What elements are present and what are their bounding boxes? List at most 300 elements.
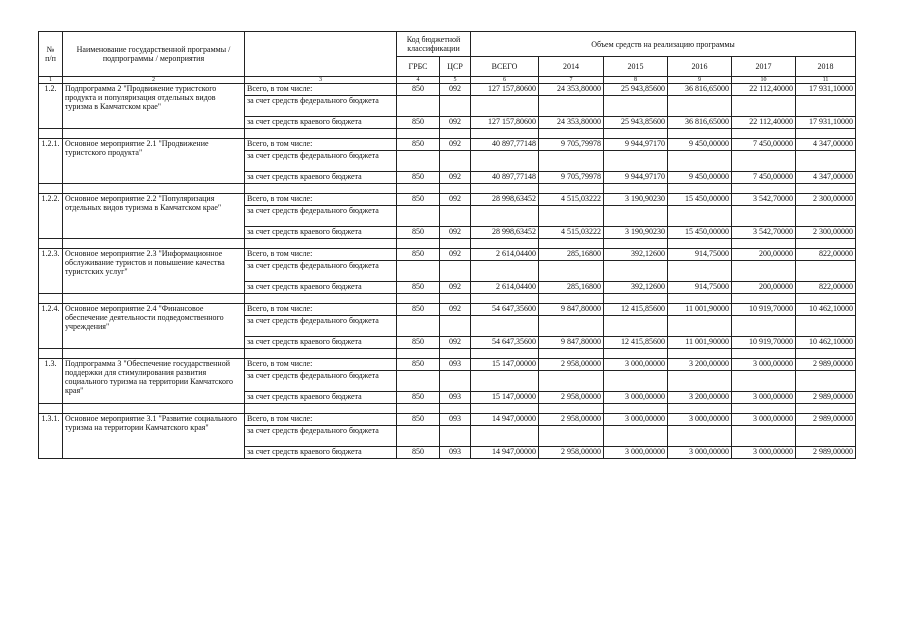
spacer-cell: [539, 349, 604, 359]
year-value: 15 450,00000: [668, 194, 732, 206]
program-funding-table: [38, 31, 856, 459]
year-value: 3 542,70000: [732, 194, 796, 206]
grbs-code: [397, 261, 440, 282]
table-body: [39, 84, 856, 459]
row-number: 1.2.1.: [39, 139, 63, 184]
csr-code: [440, 261, 471, 282]
header-col3: [245, 32, 397, 77]
year-value: 36 816,65000: [668, 84, 732, 96]
spacer-cell: [668, 184, 732, 194]
year-value: [604, 316, 668, 337]
header-year: 2014: [539, 57, 604, 77]
funding-source-label: Всего, в том числе:: [245, 414, 397, 426]
column-index-row: [39, 77, 856, 84]
year-value: 9 944,97170: [604, 139, 668, 151]
table-row: [39, 249, 856, 261]
row-number: 1.2.2.: [39, 194, 63, 239]
year-value: [732, 316, 796, 337]
grbs-code: 850: [397, 84, 440, 96]
csr-code: 092: [440, 117, 471, 129]
year-value: 3 000,00000: [604, 447, 668, 459]
csr-code: 093: [440, 359, 471, 371]
total-value: 127 157,80600: [471, 84, 539, 96]
spacer-cell: [440, 184, 471, 194]
spacer-row: [39, 349, 856, 359]
year-value: 822,00000: [796, 282, 856, 294]
spacer-cell: [732, 184, 796, 194]
year-value: 3 190,90230: [604, 194, 668, 206]
row-number: 1.3.1.: [39, 414, 63, 459]
spacer-cell: [732, 404, 796, 414]
year-value: 3 542,70000: [732, 227, 796, 239]
year-value: [604, 206, 668, 227]
csr-code: 092: [440, 249, 471, 261]
grbs-code: 850: [397, 414, 440, 426]
grbs-code: 850: [397, 359, 440, 371]
year-value: 2 300,00000: [796, 227, 856, 239]
year-value: 914,75000: [668, 282, 732, 294]
year-value: 9 450,00000: [668, 172, 732, 184]
column-index: 3: [245, 77, 397, 84]
year-value: 392,12600: [604, 249, 668, 261]
spacer-row: [39, 129, 856, 139]
spacer-cell: [471, 404, 539, 414]
year-value: 24 353,80000: [539, 117, 604, 129]
year-value: 25 943,85600: [604, 117, 668, 129]
total-value: 54 647,35600: [471, 304, 539, 316]
funding-source-label: за счет средств федерального бюджета: [245, 316, 397, 337]
spacer-cell: [471, 184, 539, 194]
year-value: [732, 151, 796, 172]
year-value: 2 300,00000: [796, 194, 856, 206]
year-value: 3 190,90230: [604, 227, 668, 239]
row-name: Основное мероприятие 2.3 "Информационное обслуживание туристов и повышение качества туристских услуг": [63, 249, 245, 294]
header-grbs: ГРБС: [397, 57, 440, 77]
spacer-cell: [39, 184, 63, 194]
spacer-cell: [604, 239, 668, 249]
funding-source-label: за счет средств федерального бюджета: [245, 96, 397, 117]
year-value: [668, 316, 732, 337]
csr-code: [440, 426, 471, 447]
header-year: 2015: [604, 57, 668, 77]
row-name: Основное мероприятие 3.1 "Развитие социального туризма на территории Камчатского края": [63, 414, 245, 459]
table-row: [39, 194, 856, 206]
row-number: 1.2.4.: [39, 304, 63, 349]
year-value: 7 450,00000: [732, 139, 796, 151]
spacer-cell: [397, 129, 440, 139]
spacer-cell: [245, 294, 397, 304]
year-value: [796, 316, 856, 337]
total-value: [471, 261, 539, 282]
year-value: 3 000,00000: [732, 414, 796, 426]
year-value: 10 462,10000: [796, 337, 856, 349]
year-value: 2 958,00000: [539, 447, 604, 459]
spacer-cell: [245, 129, 397, 139]
table-row: [39, 304, 856, 316]
year-value: 2 958,00000: [539, 392, 604, 404]
funding-source-label: за счет средств краевого бюджета: [245, 117, 397, 129]
spacer-cell: [397, 239, 440, 249]
spacer-cell: [63, 349, 245, 359]
spacer-cell: [63, 129, 245, 139]
year-value: [604, 151, 668, 172]
year-value: 392,12600: [604, 282, 668, 294]
year-value: [604, 371, 668, 392]
csr-code: 093: [440, 414, 471, 426]
spacer-cell: [440, 129, 471, 139]
total-value: 14 947,00000: [471, 414, 539, 426]
column-index: 9: [668, 77, 732, 84]
year-value: 12 415,85600: [604, 337, 668, 349]
spacer-cell: [39, 129, 63, 139]
year-value: 3 000,00000: [668, 414, 732, 426]
csr-code: [440, 96, 471, 117]
csr-code: 092: [440, 282, 471, 294]
spacer-cell: [796, 294, 856, 304]
header-year: 2018: [796, 57, 856, 77]
year-value: 9 847,80000: [539, 337, 604, 349]
csr-code: 092: [440, 84, 471, 96]
year-value: [732, 96, 796, 117]
total-value: 28 998,63452: [471, 227, 539, 239]
year-value: 4 347,00000: [796, 139, 856, 151]
funding-source-label: за счет средств федерального бюджета: [245, 371, 397, 392]
year-value: [732, 371, 796, 392]
year-value: 3 200,00000: [668, 392, 732, 404]
year-value: 10 462,10000: [796, 304, 856, 316]
grbs-code: 850: [397, 194, 440, 206]
year-value: 3 000,00000: [604, 392, 668, 404]
total-value: [471, 316, 539, 337]
year-value: 10 919,70000: [732, 337, 796, 349]
spacer-cell: [63, 404, 245, 414]
total-value: [471, 371, 539, 392]
spacer-row: [39, 239, 856, 249]
csr-code: [440, 371, 471, 392]
funding-source-label: за счет средств краевого бюджета: [245, 282, 397, 294]
year-value: 3 200,00000: [668, 359, 732, 371]
funding-source-label: за счет средств краевого бюджета: [245, 227, 397, 239]
year-value: [539, 371, 604, 392]
csr-code: [440, 206, 471, 227]
row-name: Подпрограмма 3 "Обеспечение государственной поддержки для стимулирования развития социального туризма на территории Камчатского края": [63, 359, 245, 404]
spacer-cell: [397, 184, 440, 194]
header-year: 2017: [732, 57, 796, 77]
row-name: Подпрограмма 2 "Продвижение туристского продукта и популяризация отдельных видов туризма в Камчатском крае": [63, 84, 245, 129]
column-index: 2: [63, 77, 245, 84]
row-name: Основное мероприятие 2.2 "Популяризация отдельных видов туризма в Камчатском крае": [63, 194, 245, 239]
grbs-code: 850: [397, 447, 440, 459]
funding-source-label: за счет средств федерального бюджета: [245, 261, 397, 282]
year-value: [539, 96, 604, 117]
header-year: 2016: [668, 57, 732, 77]
year-value: [732, 261, 796, 282]
spacer-cell: [604, 129, 668, 139]
total-value: 2 614,04400: [471, 249, 539, 261]
year-value: [668, 371, 732, 392]
year-value: [668, 151, 732, 172]
spacer-cell: [539, 294, 604, 304]
year-value: [604, 96, 668, 117]
spacer-cell: [539, 129, 604, 139]
csr-code: [440, 316, 471, 337]
spacer-cell: [39, 404, 63, 414]
funding-source-label: Всего, в том числе:: [245, 139, 397, 151]
spacer-row: [39, 184, 856, 194]
total-value: [471, 206, 539, 227]
year-value: [539, 151, 604, 172]
spacer-cell: [604, 294, 668, 304]
spacer-cell: [796, 129, 856, 139]
year-value: 3 000,00000: [732, 359, 796, 371]
column-index: 4: [397, 77, 440, 84]
grbs-code: [397, 206, 440, 227]
year-value: 22 112,40000: [732, 117, 796, 129]
grbs-code: 850: [397, 392, 440, 404]
column-index: 10: [732, 77, 796, 84]
year-value: [732, 206, 796, 227]
grbs-code: 850: [397, 282, 440, 294]
column-index: 1: [39, 77, 63, 84]
csr-code: 092: [440, 337, 471, 349]
year-value: [668, 206, 732, 227]
row-name: Основное мероприятие 2.1 "Продвижение туристского продукта": [63, 139, 245, 184]
column-index: 7: [539, 77, 604, 84]
spacer-cell: [245, 184, 397, 194]
total-value: 14 947,00000: [471, 447, 539, 459]
year-value: 24 353,80000: [539, 84, 604, 96]
funding-source-label: за счет средств краевого бюджета: [245, 392, 397, 404]
spacer-cell: [245, 404, 397, 414]
row-name: Основное мероприятие 2.4 "Финансовое обеспечение деятельности подведомственного учреждения": [63, 304, 245, 349]
year-value: [539, 316, 604, 337]
year-value: 9 847,80000: [539, 304, 604, 316]
total-value: [471, 96, 539, 117]
row-number: 1.2.3.: [39, 249, 63, 294]
spacer-cell: [397, 349, 440, 359]
year-value: 914,75000: [668, 249, 732, 261]
spacer-cell: [604, 184, 668, 194]
total-value: 28 998,63452: [471, 194, 539, 206]
column-index: 11: [796, 77, 856, 84]
csr-code: 092: [440, 227, 471, 239]
funding-source-label: Всего, в том числе:: [245, 359, 397, 371]
header-name: Наименование государственной программы / подпрограммы / мероприятия: [63, 32, 245, 77]
spacer-row: [39, 294, 856, 304]
column-index: 8: [604, 77, 668, 84]
year-value: [796, 426, 856, 447]
year-value: 3 000,00000: [732, 447, 796, 459]
spacer-cell: [539, 239, 604, 249]
year-value: [796, 371, 856, 392]
spacer-cell: [397, 294, 440, 304]
grbs-code: 850: [397, 227, 440, 239]
year-value: [604, 426, 668, 447]
year-value: 22 112,40000: [732, 84, 796, 96]
funding-source-label: Всего, в том числе:: [245, 194, 397, 206]
year-value: 9 450,00000: [668, 139, 732, 151]
year-value: 3 000,00000: [732, 392, 796, 404]
spacer-cell: [39, 294, 63, 304]
year-value: 2 989,00000: [796, 447, 856, 459]
year-value: 3 000,00000: [604, 414, 668, 426]
total-value: 2 614,04400: [471, 282, 539, 294]
spacer-cell: [732, 129, 796, 139]
year-value: [604, 261, 668, 282]
year-value: 10 919,70000: [732, 304, 796, 316]
spacer-cell: [471, 239, 539, 249]
spacer-cell: [668, 129, 732, 139]
spacer-cell: [471, 294, 539, 304]
row-number: 1.2.: [39, 84, 63, 129]
grbs-code: [397, 371, 440, 392]
spacer-cell: [796, 239, 856, 249]
year-value: 17 931,10000: [796, 117, 856, 129]
spacer-cell: [604, 349, 668, 359]
row-number: 1.3.: [39, 359, 63, 404]
total-value: 54 647,35600: [471, 337, 539, 349]
funding-source-label: Всего, в том числе:: [245, 249, 397, 261]
year-value: 200,00000: [732, 249, 796, 261]
total-value: [471, 151, 539, 172]
year-value: 4 347,00000: [796, 172, 856, 184]
year-value: 2 989,00000: [796, 392, 856, 404]
total-value: 15 147,00000: [471, 392, 539, 404]
year-value: 25 943,85600: [604, 84, 668, 96]
year-value: [732, 426, 796, 447]
year-value: 9 705,79978: [539, 172, 604, 184]
year-value: [796, 206, 856, 227]
funding-source-label: Всего, в том числе:: [245, 304, 397, 316]
spacer-cell: [732, 294, 796, 304]
grbs-code: [397, 96, 440, 117]
year-value: 2 989,00000: [796, 414, 856, 426]
total-value: 40 897,77148: [471, 139, 539, 151]
year-value: 3 000,00000: [604, 359, 668, 371]
spacer-cell: [471, 349, 539, 359]
year-value: 200,00000: [732, 282, 796, 294]
spacer-cell: [63, 239, 245, 249]
spacer-cell: [63, 294, 245, 304]
csr-code: 092: [440, 172, 471, 184]
year-value: 4 515,03222: [539, 194, 604, 206]
year-value: [668, 96, 732, 117]
year-value: [539, 261, 604, 282]
spacer-cell: [440, 294, 471, 304]
year-value: 285,16800: [539, 282, 604, 294]
spacer-cell: [63, 184, 245, 194]
header-total: ВСЕГО: [471, 57, 539, 77]
grbs-code: [397, 426, 440, 447]
csr-code: [440, 151, 471, 172]
grbs-code: 850: [397, 304, 440, 316]
spacer-cell: [39, 349, 63, 359]
spacer-cell: [668, 294, 732, 304]
funding-source-label: за счет средств краевого бюджета: [245, 172, 397, 184]
spacer-cell: [732, 239, 796, 249]
grbs-code: 850: [397, 117, 440, 129]
year-value: [796, 151, 856, 172]
grbs-code: 850: [397, 337, 440, 349]
funding-source-label: за счет средств краевого бюджета: [245, 447, 397, 459]
csr-code: 093: [440, 447, 471, 459]
table-row: [39, 84, 856, 96]
header-code-group: Код бюджетной классификации: [397, 32, 471, 57]
total-value: 127 157,80600: [471, 117, 539, 129]
spacer-cell: [539, 404, 604, 414]
spacer-cell: [796, 349, 856, 359]
funding-source-label: за счет средств федерального бюджета: [245, 426, 397, 447]
spacer-cell: [440, 349, 471, 359]
spacer-cell: [796, 184, 856, 194]
csr-code: 092: [440, 304, 471, 316]
funding-source-label: за счет средств федерального бюджета: [245, 151, 397, 172]
year-value: [796, 261, 856, 282]
spacer-cell: [796, 404, 856, 414]
year-value: 11 001,90000: [668, 304, 732, 316]
year-value: 12 415,85600: [604, 304, 668, 316]
grbs-code: 850: [397, 172, 440, 184]
spacer-cell: [245, 239, 397, 249]
csr-code: 092: [440, 139, 471, 151]
year-value: [539, 206, 604, 227]
funding-source-label: за счет средств федерального бюджета: [245, 206, 397, 227]
grbs-code: [397, 151, 440, 172]
spacer-cell: [539, 184, 604, 194]
year-value: 822,00000: [796, 249, 856, 261]
funding-source-label: Всего, в том числе:: [245, 84, 397, 96]
year-value: 11 001,90000: [668, 337, 732, 349]
spacer-row: [39, 404, 856, 414]
year-value: 4 515,03222: [539, 227, 604, 239]
csr-code: 092: [440, 194, 471, 206]
header-num: № п/п: [39, 32, 63, 77]
header-volume-group: Объем средств на реализацию программы: [471, 32, 856, 57]
spacer-cell: [604, 404, 668, 414]
year-value: 17 931,10000: [796, 84, 856, 96]
year-value: 2 989,00000: [796, 359, 856, 371]
grbs-code: 850: [397, 139, 440, 151]
spacer-cell: [440, 239, 471, 249]
spacer-cell: [471, 129, 539, 139]
header-csr: ЦСР: [440, 57, 471, 77]
funding-source-label: за счет средств краевого бюджета: [245, 337, 397, 349]
table-row: [39, 139, 856, 151]
spacer-cell: [397, 404, 440, 414]
year-value: [539, 426, 604, 447]
spacer-cell: [668, 349, 732, 359]
year-value: 9 944,97170: [604, 172, 668, 184]
year-value: [668, 261, 732, 282]
table-row: [39, 359, 856, 371]
spacer-cell: [245, 349, 397, 359]
grbs-code: 850: [397, 249, 440, 261]
spacer-cell: [732, 349, 796, 359]
year-value: 9 705,79978: [539, 139, 604, 151]
spacer-cell: [668, 239, 732, 249]
column-index: 5: [440, 77, 471, 84]
year-value: 2 958,00000: [539, 359, 604, 371]
total-value: 15 147,00000: [471, 359, 539, 371]
year-value: [668, 426, 732, 447]
total-value: 40 897,77148: [471, 172, 539, 184]
year-value: 15 450,00000: [668, 227, 732, 239]
csr-code: 093: [440, 392, 471, 404]
year-value: 2 958,00000: [539, 414, 604, 426]
table-row: [39, 414, 856, 426]
year-value: 285,16800: [539, 249, 604, 261]
spacer-cell: [39, 239, 63, 249]
